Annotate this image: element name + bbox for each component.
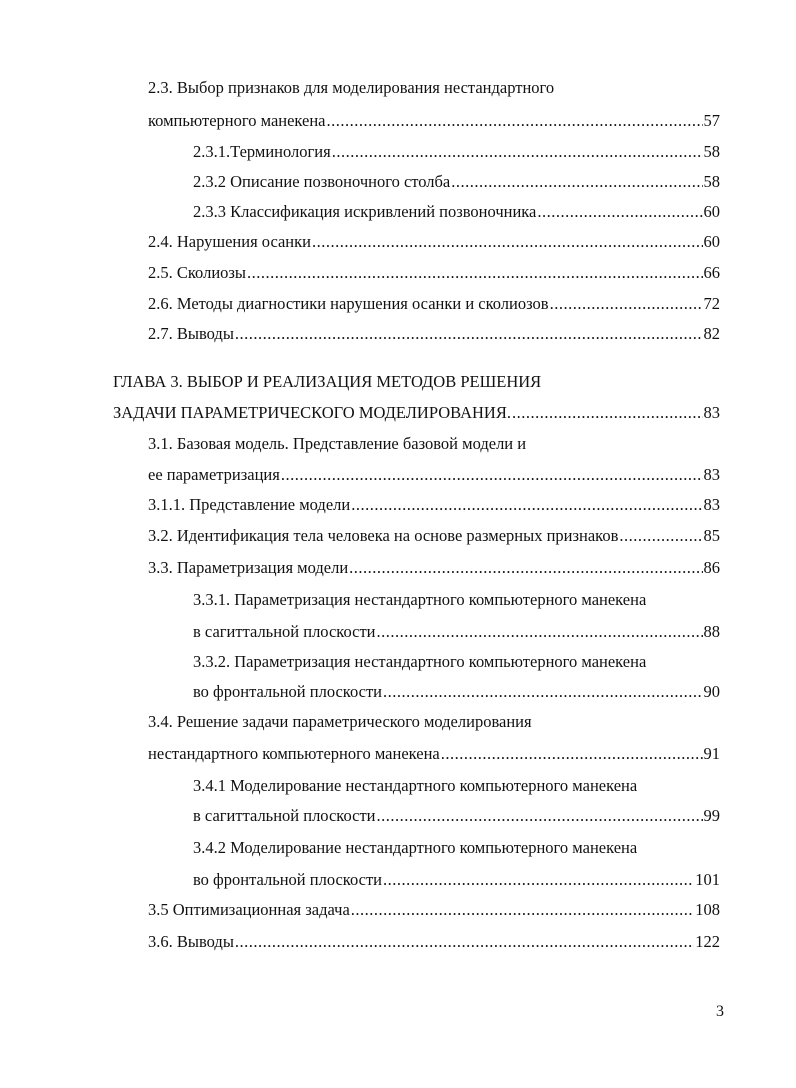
dot-leader	[377, 805, 703, 827]
toc-entry-text: 3.4.2 Моделирование нестандартного компьютерного манекена	[193, 838, 638, 857]
toc-entry-2-3-3[interactable]	[193, 201, 720, 223]
dot-leader	[451, 171, 702, 193]
toc-entry-3-4-1-cont[interactable]	[193, 805, 720, 827]
toc-page-number: 90	[703, 682, 720, 701]
dot-leader	[619, 525, 702, 547]
toc-entry-2-3-1[interactable]	[193, 141, 720, 163]
page-number: 3	[716, 1003, 724, 1020]
dot-leader	[377, 621, 703, 643]
toc-entry-text: 2.3.3 Классификация искривлений позвоночника	[193, 202, 537, 221]
dot-leader	[281, 464, 703, 486]
toc-entry-text: в сагиттальной плоскости	[193, 806, 376, 825]
dot-leader	[550, 293, 703, 315]
toc-entry-3-1	[148, 433, 526, 455]
toc-entry-text: во фронтальной плоскости	[193, 870, 383, 889]
toc-entry-3-6[interactable]	[148, 931, 720, 953]
toc-page-number: 72	[703, 294, 720, 313]
toc-entry-3-4-2	[193, 837, 637, 859]
toc-entry-3-1-1[interactable]	[148, 494, 720, 516]
toc-page-number: 82	[703, 324, 720, 343]
toc-page-number: 60	[703, 202, 720, 221]
toc-page-number: 83	[703, 495, 720, 514]
toc-entry-text: 2.4. Нарушения осанки	[148, 232, 311, 251]
toc-entry-text: 3.3. Параметризация модели	[148, 558, 349, 577]
toc-entry-text: ГЛАВА 3. ВЫБОР И РЕАЛИЗАЦИЯ МЕТОДОВ РЕШЕНИЯ	[113, 372, 542, 391]
toc-entry-text: ее параметризация	[148, 465, 280, 484]
dot-leader	[332, 141, 703, 163]
dot-leader	[383, 869, 694, 891]
toc-page-number: 101	[695, 870, 720, 889]
dot-leader	[235, 323, 703, 345]
toc-entry-text: 3.4.1 Моделирование нестандартного компьютерного манекена	[193, 776, 638, 795]
toc-page-number: 83	[703, 403, 720, 422]
toc-page-number: 85	[703, 526, 720, 545]
dot-leader	[441, 743, 703, 765]
toc-entry-3-3-1-cont[interactable]	[193, 621, 720, 643]
toc-entry-2-7[interactable]	[148, 323, 720, 345]
toc-entry-3-5[interactable]	[148, 899, 720, 921]
toc-entry-3-3-1	[193, 589, 646, 611]
toc-page-number: 108	[695, 900, 720, 919]
toc-entry-text: 3.2. Идентификация тела человека на основе размерных признаков	[148, 526, 619, 545]
toc-page-number: 66	[703, 263, 720, 282]
toc-entry-text: 3.3.2. Параметризация нестандартного компьютерного манекена	[193, 652, 647, 671]
toc-page-number: 91	[703, 744, 720, 763]
toc-entry-2-6[interactable]	[148, 293, 720, 315]
toc-entry-text: 2.6. Методы диагностики нарушения осанки и сколиозов	[148, 294, 549, 313]
toc-entry-3-2[interactable]	[148, 525, 720, 547]
toc-entry-text: компьютерного манекена	[148, 111, 326, 130]
toc-page-number: 58	[703, 142, 720, 161]
toc-page-number: 122	[695, 932, 720, 951]
toc-page-number: 60	[703, 232, 720, 251]
toc-entry-3-4-cont[interactable]	[148, 743, 720, 765]
toc-entry-text: 2.3. Выбор признаков для моделирования нестандартного	[148, 78, 555, 97]
dot-leader	[512, 402, 703, 424]
toc-entry-text: 3.1. Базовая модель. Представление базовой модели и	[148, 434, 527, 453]
toc-entry-text: в сагиттальной плоскости	[193, 622, 376, 641]
toc-entry-text: 3.3.1. Параметризация нестандартного компьютерного манекена	[193, 590, 647, 609]
toc-page-number: 86	[703, 558, 720, 577]
dot-leader	[383, 681, 702, 703]
toc-entry-3-3-2	[193, 651, 646, 673]
dot-leader	[351, 494, 702, 516]
dot-leader	[537, 201, 702, 223]
toc-chapter-3-heading-cont[interactable]	[113, 402, 720, 424]
toc-entry-text: нестандартного компьютерного манекена	[148, 744, 440, 763]
toc-entry-3-3-2-cont[interactable]	[193, 681, 720, 703]
dot-leader	[349, 557, 702, 579]
dot-leader	[247, 262, 702, 284]
toc-entry-text: во фронтальной плоскости	[193, 682, 383, 701]
toc-chapter-3-heading	[113, 371, 541, 393]
toc-entry-2-5[interactable]	[148, 262, 720, 284]
toc-entry-3-4-2-cont[interactable]	[193, 869, 720, 891]
toc-entry-2-3-2[interactable]	[193, 171, 720, 193]
toc-entry-3-1-cont[interactable]	[148, 464, 720, 486]
toc-entry-3-4	[148, 711, 532, 733]
toc-entry-text: 3.6. Выводы	[148, 932, 234, 951]
toc-entry-text: 2.5. Сколиозы	[148, 263, 247, 282]
toc-page-number: 99	[703, 806, 720, 825]
toc-entry-text: 2.3.1.Терминология	[193, 142, 331, 161]
dot-leader	[327, 110, 703, 132]
dot-leader	[351, 899, 694, 921]
dot-leader	[235, 931, 694, 953]
toc-page-number: 58	[703, 172, 720, 191]
toc-entry-text: ЗАДАЧИ ПАРАМЕТРИЧЕСКОГО МОДЕЛИРОВАНИЯ.	[113, 403, 511, 422]
toc-entry-3-4-1	[193, 775, 637, 797]
toc-page-number: 57	[703, 111, 720, 130]
toc-entry-2-3	[148, 77, 554, 99]
toc-entry-2-3-cont[interactable]	[148, 110, 720, 132]
toc-page-number: 88	[703, 622, 720, 641]
toc-entry-text: 3.4. Решение задачи параметрического моделирования	[148, 712, 532, 731]
dot-leader	[312, 231, 703, 253]
toc-entry-text: 2.7. Выводы	[148, 324, 234, 343]
toc-entry-3-3[interactable]	[148, 557, 720, 579]
toc-page-number: 83	[703, 465, 720, 484]
toc-entry-text: 2.3.2 Описание позвоночного столба	[193, 172, 451, 191]
toc-entry-text: 3.1.1. Представление модели	[148, 495, 351, 514]
toc-entry-2-4[interactable]	[148, 231, 720, 253]
toc-entry-text: 3.5 Оптимизационная задача	[148, 900, 350, 919]
